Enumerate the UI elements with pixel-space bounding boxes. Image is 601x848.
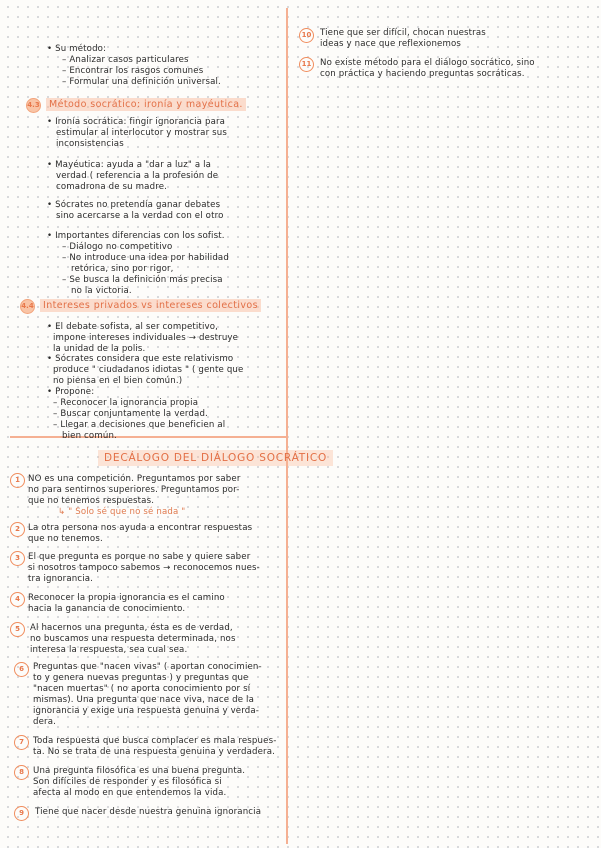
decalogo-line: no buscamos una respuesta determinada, nos: [30, 634, 236, 644]
decalogo-line: ta. No se trata de una respuesta genuina y verdadera.: [33, 747, 276, 757]
metodo-item: – Encontrar los rasgos comunes: [62, 66, 204, 76]
mayeutica-line: comadrona de su madre.: [56, 182, 168, 192]
diferencias-line: • Importantes diferencias con los sofist.: [47, 231, 225, 241]
decalogo-line: no para sentirnos superiores. Preguntamos por-: [28, 485, 240, 495]
debate-line: – Reconocer la ignorancia propia: [53, 398, 199, 408]
decalogo-line: El que pregunta es porque no sabe y quiere saber: [28, 552, 251, 562]
diferencias-line: – No introduce una idea por habilidad: [62, 253, 229, 263]
metodo-item: – Formular una definición universal.: [62, 77, 221, 87]
decalogo-line: Al hacernos una pregunta, ésta es de verdad,: [30, 623, 233, 633]
decalogo-line: que no tenemos respuestas.: [28, 496, 155, 506]
decalogo-line: Una pregunta filosófica es una buena pregunta.: [33, 766, 246, 776]
diferencias-line: retórica, sino por rigor,: [71, 264, 174, 274]
debate-line: impone intereses individuales → destruye: [53, 333, 239, 343]
decalogo-line: Tiene que ser difícil, chocan nuestras: [320, 28, 486, 38]
debate-line: la unidad de la polis.: [53, 344, 146, 354]
decalogo-line: con práctica y haciendo preguntas socráticas.: [320, 69, 525, 79]
decalogo-line: mismas). Una pregunta que nace viva, nace de la: [33, 695, 255, 705]
diferencias-line: no la victoria.: [71, 286, 132, 296]
debate-line: • El debate sofista, al ser competitivo,: [47, 322, 219, 332]
decalogo-number: 3: [10, 551, 25, 566]
debate-line: – Buscar conjuntamente la verdad.: [53, 409, 208, 419]
decalogo-number: 6: [14, 662, 29, 677]
decalogo-line: Reconocer la propia ignorancia es el camino: [28, 593, 225, 603]
metodo-item: – Analizar casos particulares: [62, 55, 189, 65]
decalogo-line: interesa la respuesta, sea cual sea.: [30, 645, 188, 655]
decalogo-number: 11: [299, 57, 314, 72]
decalogo-line: Preguntas que "nacen vivas" ( aportan conocimien-: [33, 662, 262, 672]
decalogo-line: La otra persona nos ayuda a encontrar respuestas: [28, 523, 253, 533]
decalogo-number: 1: [10, 473, 25, 488]
mayeutica-line: verdad ( referencia a la profesión de: [56, 171, 219, 181]
section-number-badge: 4.4: [20, 299, 35, 314]
section-title: Método socrático: ironía y mayéutica.: [46, 98, 246, 111]
decalogo-line: Toda respuesta que busca complacer es mala respues-: [33, 736, 277, 746]
decalogo-number: 8: [14, 765, 29, 780]
decalogo-line: No existe método para el diálogo socrático, sino: [320, 58, 535, 68]
debate-line: bien común.: [62, 431, 117, 441]
diferencias-line: – Diálogo no competitivo: [62, 242, 173, 252]
debate-line: produce " ciudadanos idiotas " ( gente que: [53, 365, 244, 375]
decalogo-line: ignorancia y exige una respuesta genuina y verda-: [33, 706, 260, 716]
decalogo-line: que no tenemos.: [28, 534, 103, 544]
section-number-badge: 4.3: [26, 98, 41, 113]
debate-line: • Propone:: [47, 387, 95, 397]
ironia-line: inconsistencias: [56, 139, 124, 149]
socrates-line: • Sócrates no pretendía ganar debates: [47, 200, 221, 210]
decalogo-number: 2: [10, 522, 25, 537]
decalogo-number: 9: [14, 806, 29, 821]
decalogo-line: afecta al modo en que entendemos la vida.: [33, 788, 227, 798]
decalogo-line: Son difíciles de responder y es filosófica si: [33, 777, 222, 787]
mayeutica-line: • Mayéutica: ayuda a "dar a luz" a la: [47, 160, 212, 170]
metodo-intro: • Su método:: [47, 44, 107, 54]
decalogo-title: DECÁLOGO DEL DIÁLOGO SOCRÁTICO: [98, 450, 333, 466]
decalogo-line: si nosotros tampoco sabemos → reconocemos nues-: [28, 563, 260, 573]
decalogo-number: 4: [10, 592, 25, 607]
decalogo-line: ideas y nace que reflexionemos: [320, 39, 462, 49]
decalogo-line: "nacen muertas" ( no aporta conocimiento por sí: [33, 684, 251, 694]
diferencias-line: – Se busca la definición más precisa: [62, 275, 223, 285]
decalogo-number: 7: [14, 735, 29, 750]
decalogo-line: tra ignorancia.: [28, 574, 94, 584]
column-divider: [286, 8, 288, 844]
decalogo-line: NO es una competición. Preguntamos por saber: [28, 474, 241, 484]
decalogo-line: dera.: [33, 717, 57, 727]
decalogo-line: Tiene que nacer desde nuestra genuina ignorancia: [35, 807, 262, 817]
debate-line: no piensa en el bien común.): [53, 376, 183, 386]
section-title: Intereses privados vs intereses colectivos: [40, 299, 261, 312]
ironia-line: estimular al interlocutor y mostrar sus: [56, 128, 227, 138]
decalogo-number: 10: [299, 28, 314, 43]
decalogo-quote: ↳ " Solo sé que no sé nada ": [58, 507, 186, 517]
ironia-line: • Ironía socrática: fingir ignorancia para: [47, 117, 226, 127]
decalogo-line: to y genera nuevas preguntas ) y preguntas que: [33, 673, 249, 683]
socrates-line: sino acercarse a la verdad con el otro: [56, 211, 224, 221]
debate-line: • Sócrates considera que este relativismo: [47, 354, 234, 364]
debate-line: – Llegar a decisiones que beneficien al: [53, 420, 226, 430]
decalogo-number: 5: [10, 622, 25, 637]
decalogo-divider: [10, 436, 286, 438]
decalogo-line: hacia la ganancia de conocimiento.: [28, 604, 186, 614]
